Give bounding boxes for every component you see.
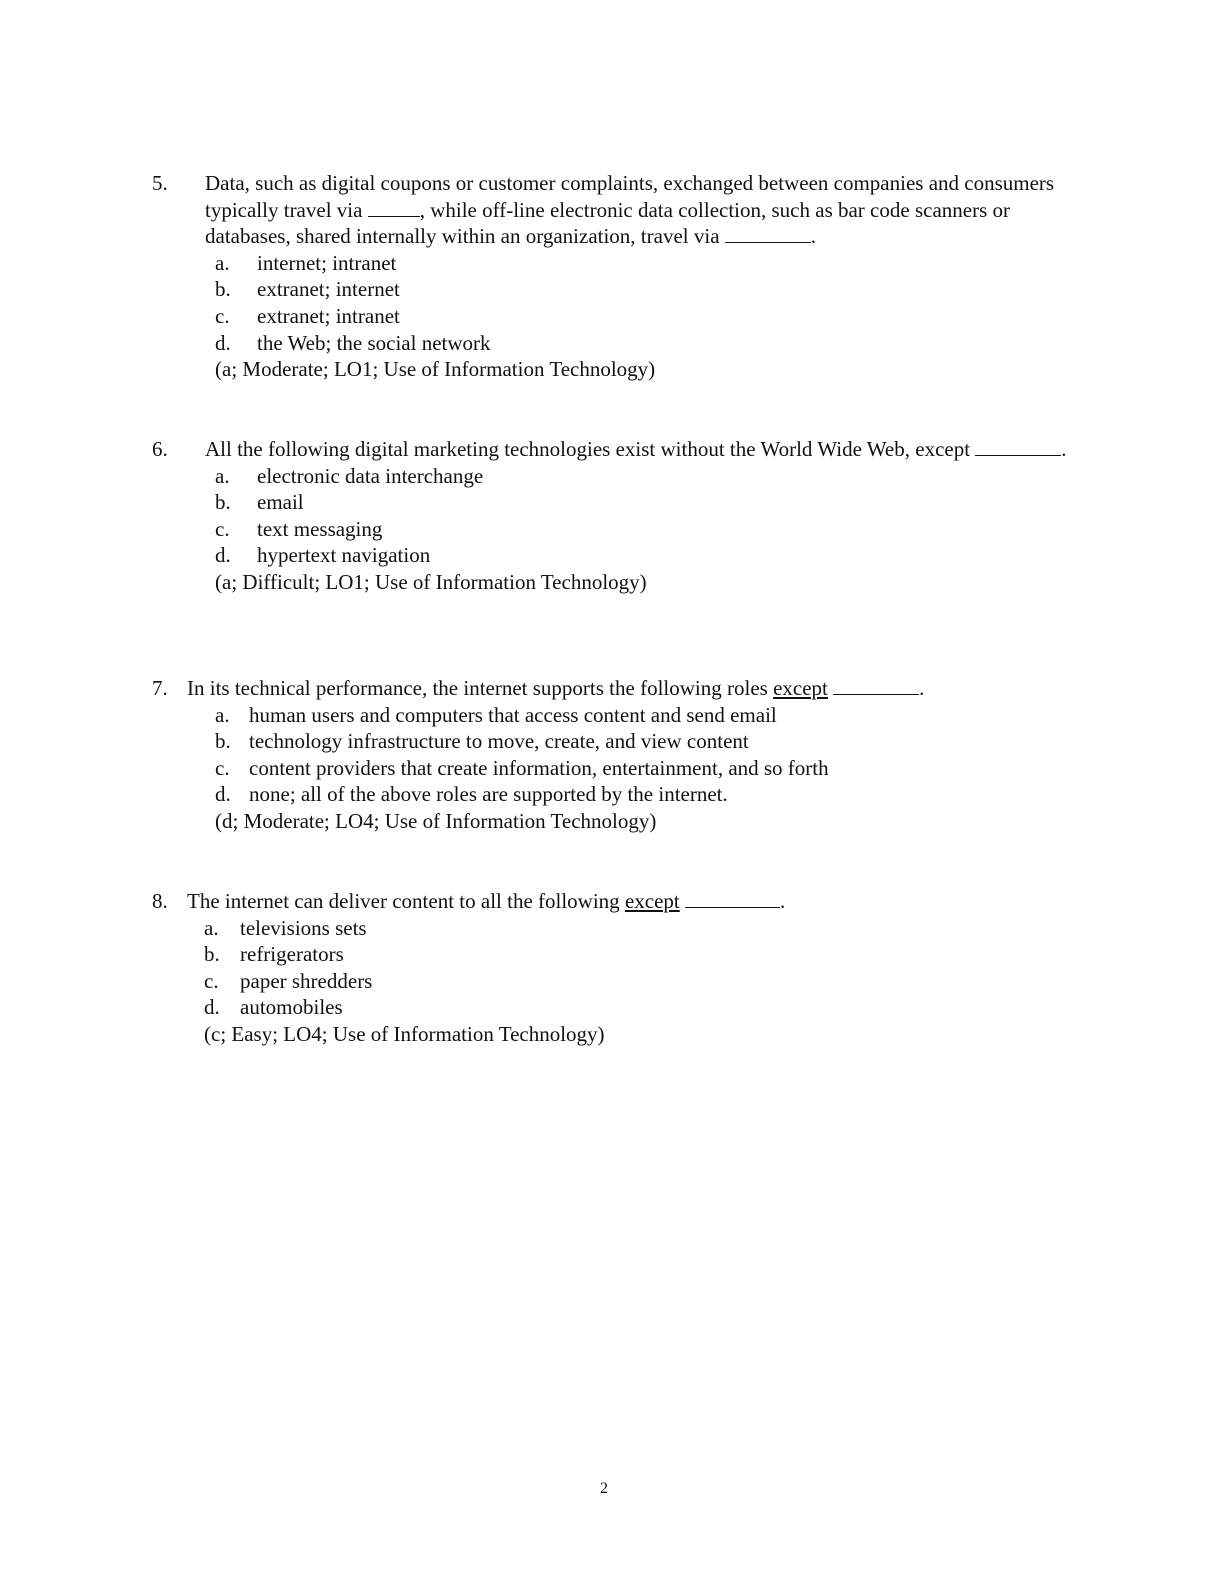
answer-key: (c; Easy; LO4; Use of Information Technology)	[204, 1021, 605, 1046]
option-a: a. internet; intranet	[215, 250, 397, 275]
question-stem: The internet can deliver content to all the following except .	[187, 889, 786, 913]
question-number: 7.	[152, 676, 168, 700]
option-a: a. electronic data interchange	[215, 463, 484, 488]
answer-blank	[725, 224, 811, 243]
option-b: b. refrigerators	[204, 942, 344, 967]
question-6	[152, 436, 1072, 596]
question-stem: Data, such as digital coupons or customer complaints, exchanged between companies and consumers typically travel via , while off-line electronic data collection, such as bar code scanners or databases, shared internally within an organization, travel via .	[205, 171, 1055, 249]
options-list	[204, 915, 1072, 1048]
question-5	[152, 170, 1072, 383]
question-number: 5.	[152, 171, 168, 195]
option-a: a. human users and computers that access content and send email	[215, 702, 777, 727]
option-b: b. extranet; internet	[215, 277, 400, 302]
question-stem: All the following digital marketing technologies exist without the World Wide Web, except .	[205, 437, 1067, 461]
options-list	[215, 250, 1072, 383]
option-c: c. content providers that create information, entertainment, and so forth	[215, 755, 829, 780]
options-list	[215, 702, 1072, 835]
emphasis-except: except	[773, 676, 828, 700]
emphasis-except: except	[624, 889, 680, 913]
question-stem: In its technical performance, the internet supports the following roles except .	[187, 676, 925, 700]
page-number: 2	[600, 1480, 608, 1497]
question-number: 8.	[152, 889, 168, 913]
answer-blank	[833, 676, 919, 695]
answer-blank	[685, 889, 780, 908]
option-d: d. the Web; the social network	[215, 330, 491, 355]
option-d: d. hypertext navigation	[215, 543, 431, 568]
option-c: c. extranet; intranet	[215, 303, 400, 328]
option-d: d. none; all of the above roles are supported by the internet.	[215, 782, 728, 807]
answer-blank	[975, 437, 1061, 456]
answer-key: (d; Moderate; LO4; Use of Information Technology)	[215, 808, 657, 833]
question-7	[152, 675, 1072, 835]
option-b: b. technology infrastructure to move, create, and view content	[215, 729, 749, 754]
options-list	[215, 463, 1072, 596]
option-c: c. text messaging	[215, 516, 383, 541]
option-d: d. automobiles	[204, 995, 343, 1020]
question-8	[152, 888, 1072, 1048]
question-number: 6.	[152, 437, 168, 461]
answer-blank	[368, 198, 420, 217]
option-a: a. televisions sets	[204, 915, 367, 940]
answer-key: (a; Difficult; LO1; Use of Information Technology)	[215, 569, 647, 594]
answer-key: (a; Moderate; LO1; Use of Information Technology)	[215, 357, 656, 382]
option-c: c. paper shredders	[204, 968, 373, 993]
option-b: b. email	[215, 490, 304, 515]
